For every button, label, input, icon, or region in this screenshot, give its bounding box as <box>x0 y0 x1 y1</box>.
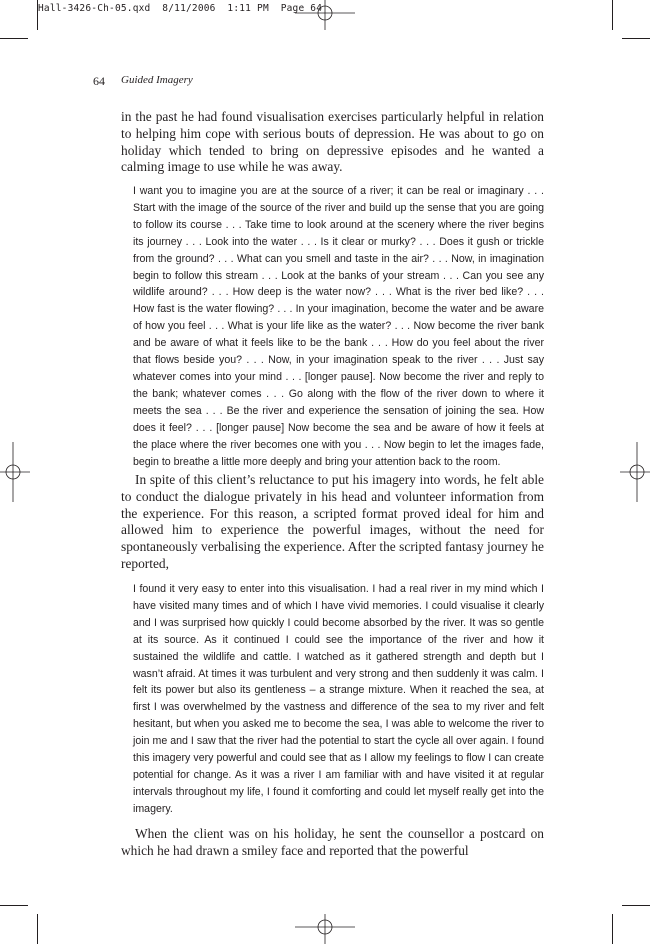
registration-mark-top-icon <box>295 0 355 30</box>
running-head: Guided Imagery <box>121 74 193 86</box>
page-number: 64 <box>93 74 105 88</box>
crop-mark-bottom-right-horizontal <box>622 905 650 906</box>
crop-mark-bottom-left-horizontal <box>0 905 28 906</box>
client-report-extract: I found it very easy to enter into this visualisation. I had a real river in my mind which I have visited many times and of which I have vivid memories. I could visualise it clearly and I was surprised how quickly I could become absorbed by the river. It was so gentle at its source. As it continued I could see the importance of the river and how it sustained the wildlife and cattle. I watched as it gathered strength and depth but I wasn’t afraid. At times it was turbulent and very strong and then suddenly it was calm. I felt its power but also its gentleness – a strange mixture. When it reached the sea, at first I was overwhelmed by the vastness and difference of the sea to my river and felt hesitant, but when you asked me to become the sea, I was able to welcome the river to join me and I saw that the river had the potential to start the cycle all over again. I found this imagery very powerful and could see that as I allow my feelings to flow I can create potential for change. As it was a river I am familiar with and have visited it at regular intervals throughout my life, I found it comforting and could let myself really get into the imagery. <box>133 583 544 815</box>
crop-mark-top-left-horizontal <box>0 38 28 39</box>
body-paragraph-2: In spite of this client’s reluctance to put his imagery into words, he felt able to conduct the dialogue privately in his head and volunteer information from the experience. For this reason, a scripted format proved ideal for him and allowed him to experience the powerful images, without the need for spontaneously verbalising the experience. After the scripted fantasy journey he reported, <box>121 472 544 571</box>
crop-mark-top-right-horizontal <box>622 38 650 39</box>
crop-mark-top-left-vertical <box>37 0 38 30</box>
registration-mark-bottom-icon <box>295 914 355 944</box>
crop-mark-bottom-right-vertical <box>612 914 613 944</box>
registration-mark-right-icon <box>620 442 650 502</box>
printer-slug: Hall-3426-Ch-05.qxd 8/11/2006 1:11 PM Page 64 <box>38 3 323 14</box>
body-paragraph-1: in the past he had found visualisation exercises particularly helpful in relation to helping him cope with serious bouts of depression. He was about to go on holiday which tended to bring on depressive episodes and he wanted a calming image to use while he was away. <box>121 109 544 175</box>
crop-mark-top-right-vertical <box>612 0 613 30</box>
registration-mark-left-icon <box>0 442 30 502</box>
crop-mark-bottom-left-vertical <box>37 914 38 944</box>
script-extract: I want you to imagine you are at the source of a river; it can be real or imaginary . . . Start with the image of the source of the river and build up the sense that you are going to follow its course . . . Take time to look around at the scenery where the river begins its journey . . . Look into the water . . . Is it clear or murky? . . . Does it gush or trickle from the ground? . . . What can you smell and taste in the air? . . . Now, in imagination begin to follow this stream . . . Look at the banks of your stream . . . Can you see any wildlife around? . . . How deep is the water now? . . . What is the river bed like? . . . How fast is the water flowing? . . . In your imagination, become the water and be aware of how you feel . . . What is your life like as the water? . . . Now become the river bank and be aware of what it feels like to be the bank . . . How do you feel about the river that flows beside you? . . . Now, in your imagination speak to the river . . . Just say whatever comes into your mind . . . [longer pause]. Now become the river and reply to the bank; whatever comes . . . Go along with the flow of the river down to where it meets the sea . . . Be the river and experience the sensation of joining the sea. How does it feel? . . . [longer pause] Now become the sea and be aware of how it feels at the place where the river becomes one with you . . . Now begin to let the images fade, begin to breathe a little more deeply and bring your attention back to the room. <box>133 185 544 468</box>
body-paragraph-3: When the client was on his holiday, he sent the counsellor a postcard on which he had drawn a smiley face and reported that the powerful <box>121 826 544 858</box>
